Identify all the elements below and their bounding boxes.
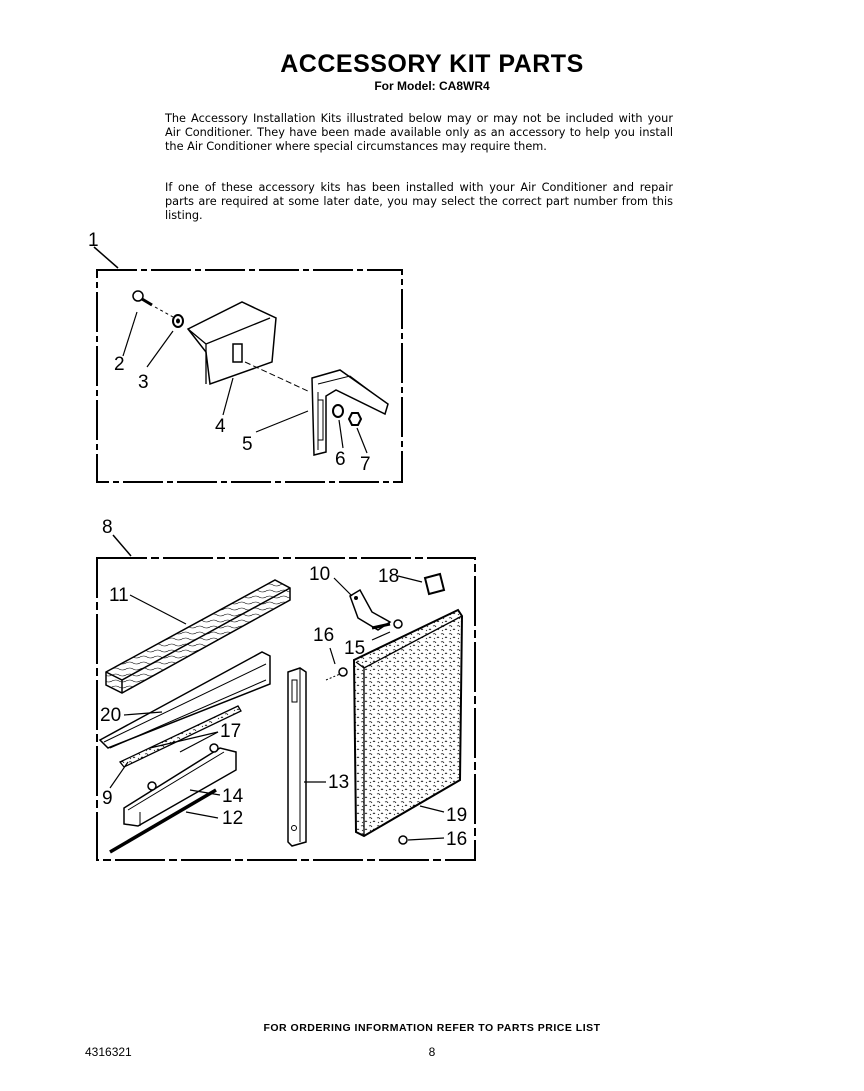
nut-icon <box>349 413 361 425</box>
clip-icon <box>425 574 444 594</box>
angle-bracket-icon <box>312 370 388 455</box>
washer-icon <box>333 405 343 417</box>
screw-icon <box>326 668 347 680</box>
callout-15: 15 <box>344 638 366 659</box>
callout-14: 14 <box>222 786 244 807</box>
callout-11: 11 <box>109 585 129 606</box>
callout-9: 9 <box>102 788 113 809</box>
callout-16: 16 <box>313 625 335 646</box>
side-post-icon <box>288 668 306 846</box>
kit-2-group <box>97 517 475 860</box>
callout-5: 5 <box>242 434 253 455</box>
document-number: 4316321 <box>85 1045 132 1059</box>
bracket-icon <box>188 302 276 384</box>
screw-icon <box>399 836 407 844</box>
page-number: 8 <box>428 1045 436 1059</box>
callout-7: 7 <box>360 454 371 475</box>
callout-10: 10 <box>309 564 331 585</box>
callout-6: 6 <box>335 449 346 470</box>
callout-13: 13 <box>328 772 350 793</box>
callout-16b: 16 <box>446 829 468 850</box>
ordering-footer: FOR ORDERING INFORMATION REFER TO PARTS PRICE LIST <box>263 1022 601 1034</box>
callout-17: 17 <box>220 721 242 742</box>
callout-3: 3 <box>138 372 149 393</box>
page-title: ACCESSORY KIT PARTS <box>280 50 584 78</box>
model-subtitle: For Model: CA8WR4 <box>374 79 490 93</box>
washer-icon <box>173 315 183 327</box>
kit-1-group <box>88 230 402 482</box>
callout-2: 2 <box>114 354 125 375</box>
intro-paragraph: The Accessory Installation Kits illustrated below may or may not be included with your Air Conditioner. They have been made available only as an accessory to help you install the Air Conditioner where special circumstances may require them. <box>165 112 673 153</box>
callout-18: 18 <box>378 566 400 587</box>
filler-panel-icon <box>354 610 462 836</box>
screw-icon <box>133 291 152 305</box>
callout-12: 12 <box>222 808 244 829</box>
callout-1: 1 <box>88 230 99 251</box>
callout-8: 8 <box>102 517 113 538</box>
callout-4: 4 <box>215 416 226 437</box>
callout-19: 19 <box>446 805 468 826</box>
callout-20: 20 <box>100 705 122 726</box>
repair-paragraph: If one of these accessory kits has been installed with your Air Conditioner and repair parts are required at some later date, you may select the correct part number from this listing. <box>165 181 673 222</box>
